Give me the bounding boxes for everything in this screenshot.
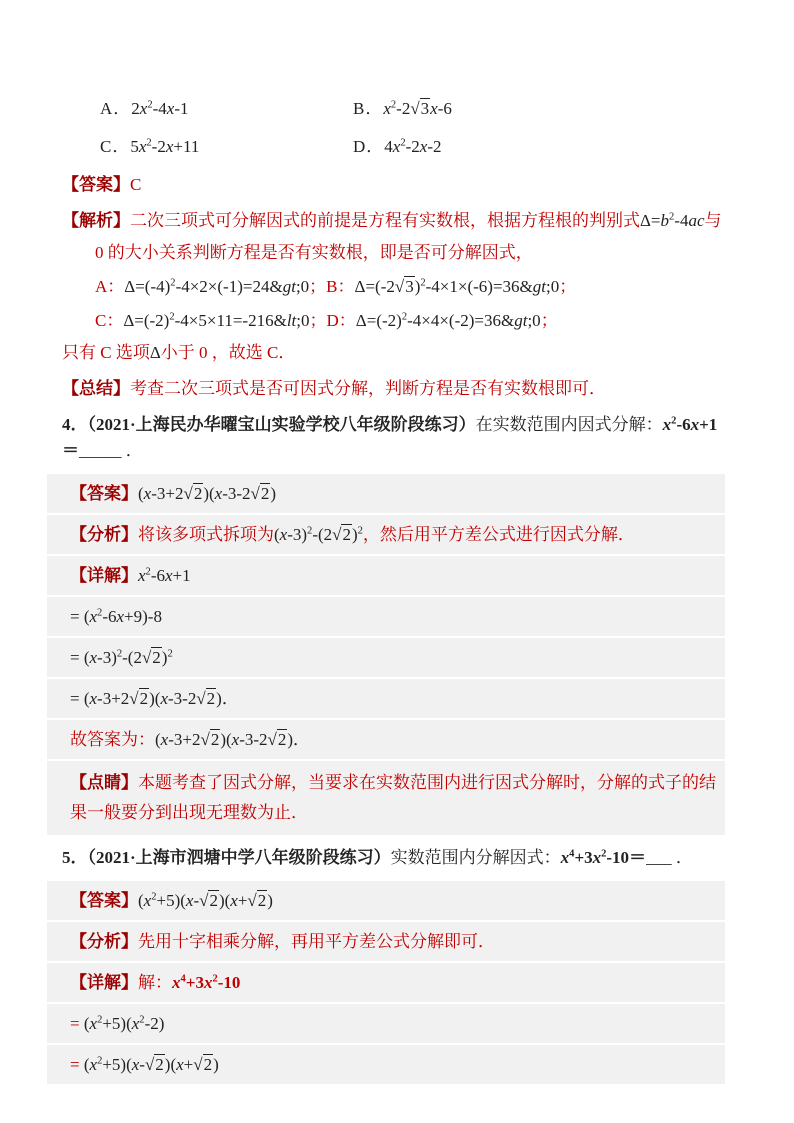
text-segment: 将该多项式拆项为	[138, 525, 274, 544]
option-item	[100, 134, 353, 160]
math-expression: $x^4+3x^2-10=$	[560, 848, 647, 867]
text-segment: 在实数范围内因式分解：	[475, 415, 663, 434]
math-expression: = $(x-3)^2-(2√2)^2$	[70, 648, 173, 667]
solution-block	[47, 515, 725, 554]
text-segment: C	[130, 175, 142, 194]
math-expression: $4x^2-2x-2$	[384, 137, 442, 156]
option-label: C．	[100, 137, 131, 156]
math-expression: $(x^2+5)(x-√2)(x+√2)$	[83, 1055, 219, 1074]
text-segment: ；	[540, 311, 558, 330]
text-segment: 二次三项式可分解因式的前提是方程有实数根，根据方程根的判别式	[130, 211, 640, 230]
text-segment: 4．（2021·上海民办华曜宝山实验学校八年级阶段练习）	[62, 415, 476, 434]
math-expression: =	[70, 1055, 84, 1074]
solution-block	[47, 638, 725, 677]
text-segment: 本题考查了因式分解，当要求在实数范围内进行因式分解时，分解的式子的结果一般要分到出现无理数为止．	[70, 773, 716, 822]
option-label: A．	[100, 99, 132, 118]
text-segment: 实数范围内分解因式：	[390, 848, 561, 867]
text-segment: 与	[704, 211, 722, 230]
text-segment: _____ ．	[79, 441, 143, 460]
math-expression: $x^2-6x+1$	[138, 566, 191, 585]
solution-line	[47, 306, 725, 336]
text-segment: 5．（2021·上海市泗塘中学八年级阶段练习）	[62, 848, 391, 867]
section-marker: 【详解】	[70, 566, 138, 585]
option-label: D．	[353, 137, 385, 156]
text-segment: ，然后用平方差公式进行因式分解．	[362, 525, 635, 544]
solution-line	[47, 272, 725, 302]
solution-block	[47, 761, 725, 835]
options-row	[47, 96, 725, 122]
math-expression: (x-3+2√2)(x-3-2√2)．	[155, 730, 311, 749]
text-segment: ；D：	[309, 311, 356, 330]
text-segment: ___ ．	[646, 848, 693, 867]
math-expression: $(x-3)^2-(2√2)^2$	[274, 525, 363, 544]
math-expression: $x^2-2√3x-6$	[383, 99, 452, 118]
solution-block	[47, 597, 725, 636]
option-item	[353, 96, 725, 122]
math-expression: $x^2-6x+1=$	[62, 415, 718, 460]
math-expression: = (x-3+2√2)(x-3-2√2)．	[70, 689, 239, 708]
text-segment: ；	[559, 277, 577, 296]
option-item	[353, 134, 725, 160]
text-segment: 只有 C 选项	[62, 343, 150, 362]
math-expression: = $(x^2-6x+9)-8$	[70, 607, 162, 626]
text-segment: 先用十字相乘分解，再用平方差公式分解即可．	[138, 932, 495, 951]
math-expression: $(x^2+5)(x-√2)(x+√2)$	[138, 891, 273, 910]
section-marker: 【总结】	[62, 379, 130, 398]
math-expression: =	[70, 1014, 84, 1033]
math-expression: $\Delta=(-4)^2-4\times 2\times(-1)=24\&gt;0$	[124, 277, 310, 296]
question-line	[47, 845, 725, 871]
math-expression: $x^4+3x^2-10$	[172, 973, 241, 992]
solution-line	[47, 208, 725, 234]
math-expression: $\Delta=(-2√3)^2-4\times 1\times(-6)=36\&gt;0$	[354, 277, 560, 296]
solution-block	[47, 679, 725, 718]
solution-block	[47, 720, 725, 759]
section-marker: 【解析】	[62, 211, 130, 230]
solution-line	[47, 172, 725, 198]
section-marker: 【答案】	[70, 891, 138, 910]
solution-block	[47, 1045, 725, 1084]
text-segment: A：	[95, 277, 125, 296]
math-expression: $\Delta=(-2)^2-4\times 5\times 11=-216\&lt;0$	[123, 311, 310, 330]
math-expression: $\Delta=(-2)^2-4\times 4\times(-2)=36\&gt;0$	[355, 311, 541, 330]
math-expression: $5x^2-2x+11$	[130, 137, 200, 156]
text-segment: ；B：	[309, 277, 355, 296]
solution-line	[47, 240, 725, 266]
text-segment: 0 的大小关系判断方程是否有实数根，即是否可分解因式，	[95, 243, 533, 262]
text-segment: 解：	[138, 973, 172, 992]
option-label: B．	[353, 99, 384, 118]
option-item	[100, 96, 353, 122]
solution-line	[47, 376, 725, 402]
section-marker: 【答案】	[70, 484, 138, 503]
math-expression: Δ	[149, 343, 161, 362]
section-marker: 【分析】	[70, 525, 138, 544]
text-segment: 故答案为：	[70, 730, 155, 749]
math-expression: $\Delta=b^2-4ac$	[640, 211, 705, 230]
solution-block	[47, 1004, 725, 1043]
question-line	[47, 412, 725, 464]
section-marker: 【点睛】	[70, 773, 138, 792]
math-expression: $2x^2-4x-1$	[131, 99, 189, 118]
solution-block	[47, 922, 725, 961]
text-segment: 小于 0 ，故选 C．	[160, 343, 296, 362]
text-segment: 考查二次三项式是否可因式分解，判断方程是否有实数根即可．	[130, 379, 606, 398]
section-marker: 【详解】	[70, 973, 138, 992]
math-expression: $(x^2+5)(x^2-2)$	[83, 1014, 165, 1033]
solution-line	[47, 340, 725, 366]
options-row	[47, 134, 725, 160]
solution-block	[47, 963, 725, 1002]
text-segment: C：	[95, 311, 124, 330]
math-expression: (x-3+2√2)(x-3-2√2)	[138, 484, 277, 503]
solution-block	[47, 474, 725, 513]
solution-block	[47, 881, 725, 920]
section-marker: 【分析】	[70, 932, 138, 951]
solution-block	[47, 556, 725, 595]
section-marker: 【答案】	[62, 175, 130, 194]
